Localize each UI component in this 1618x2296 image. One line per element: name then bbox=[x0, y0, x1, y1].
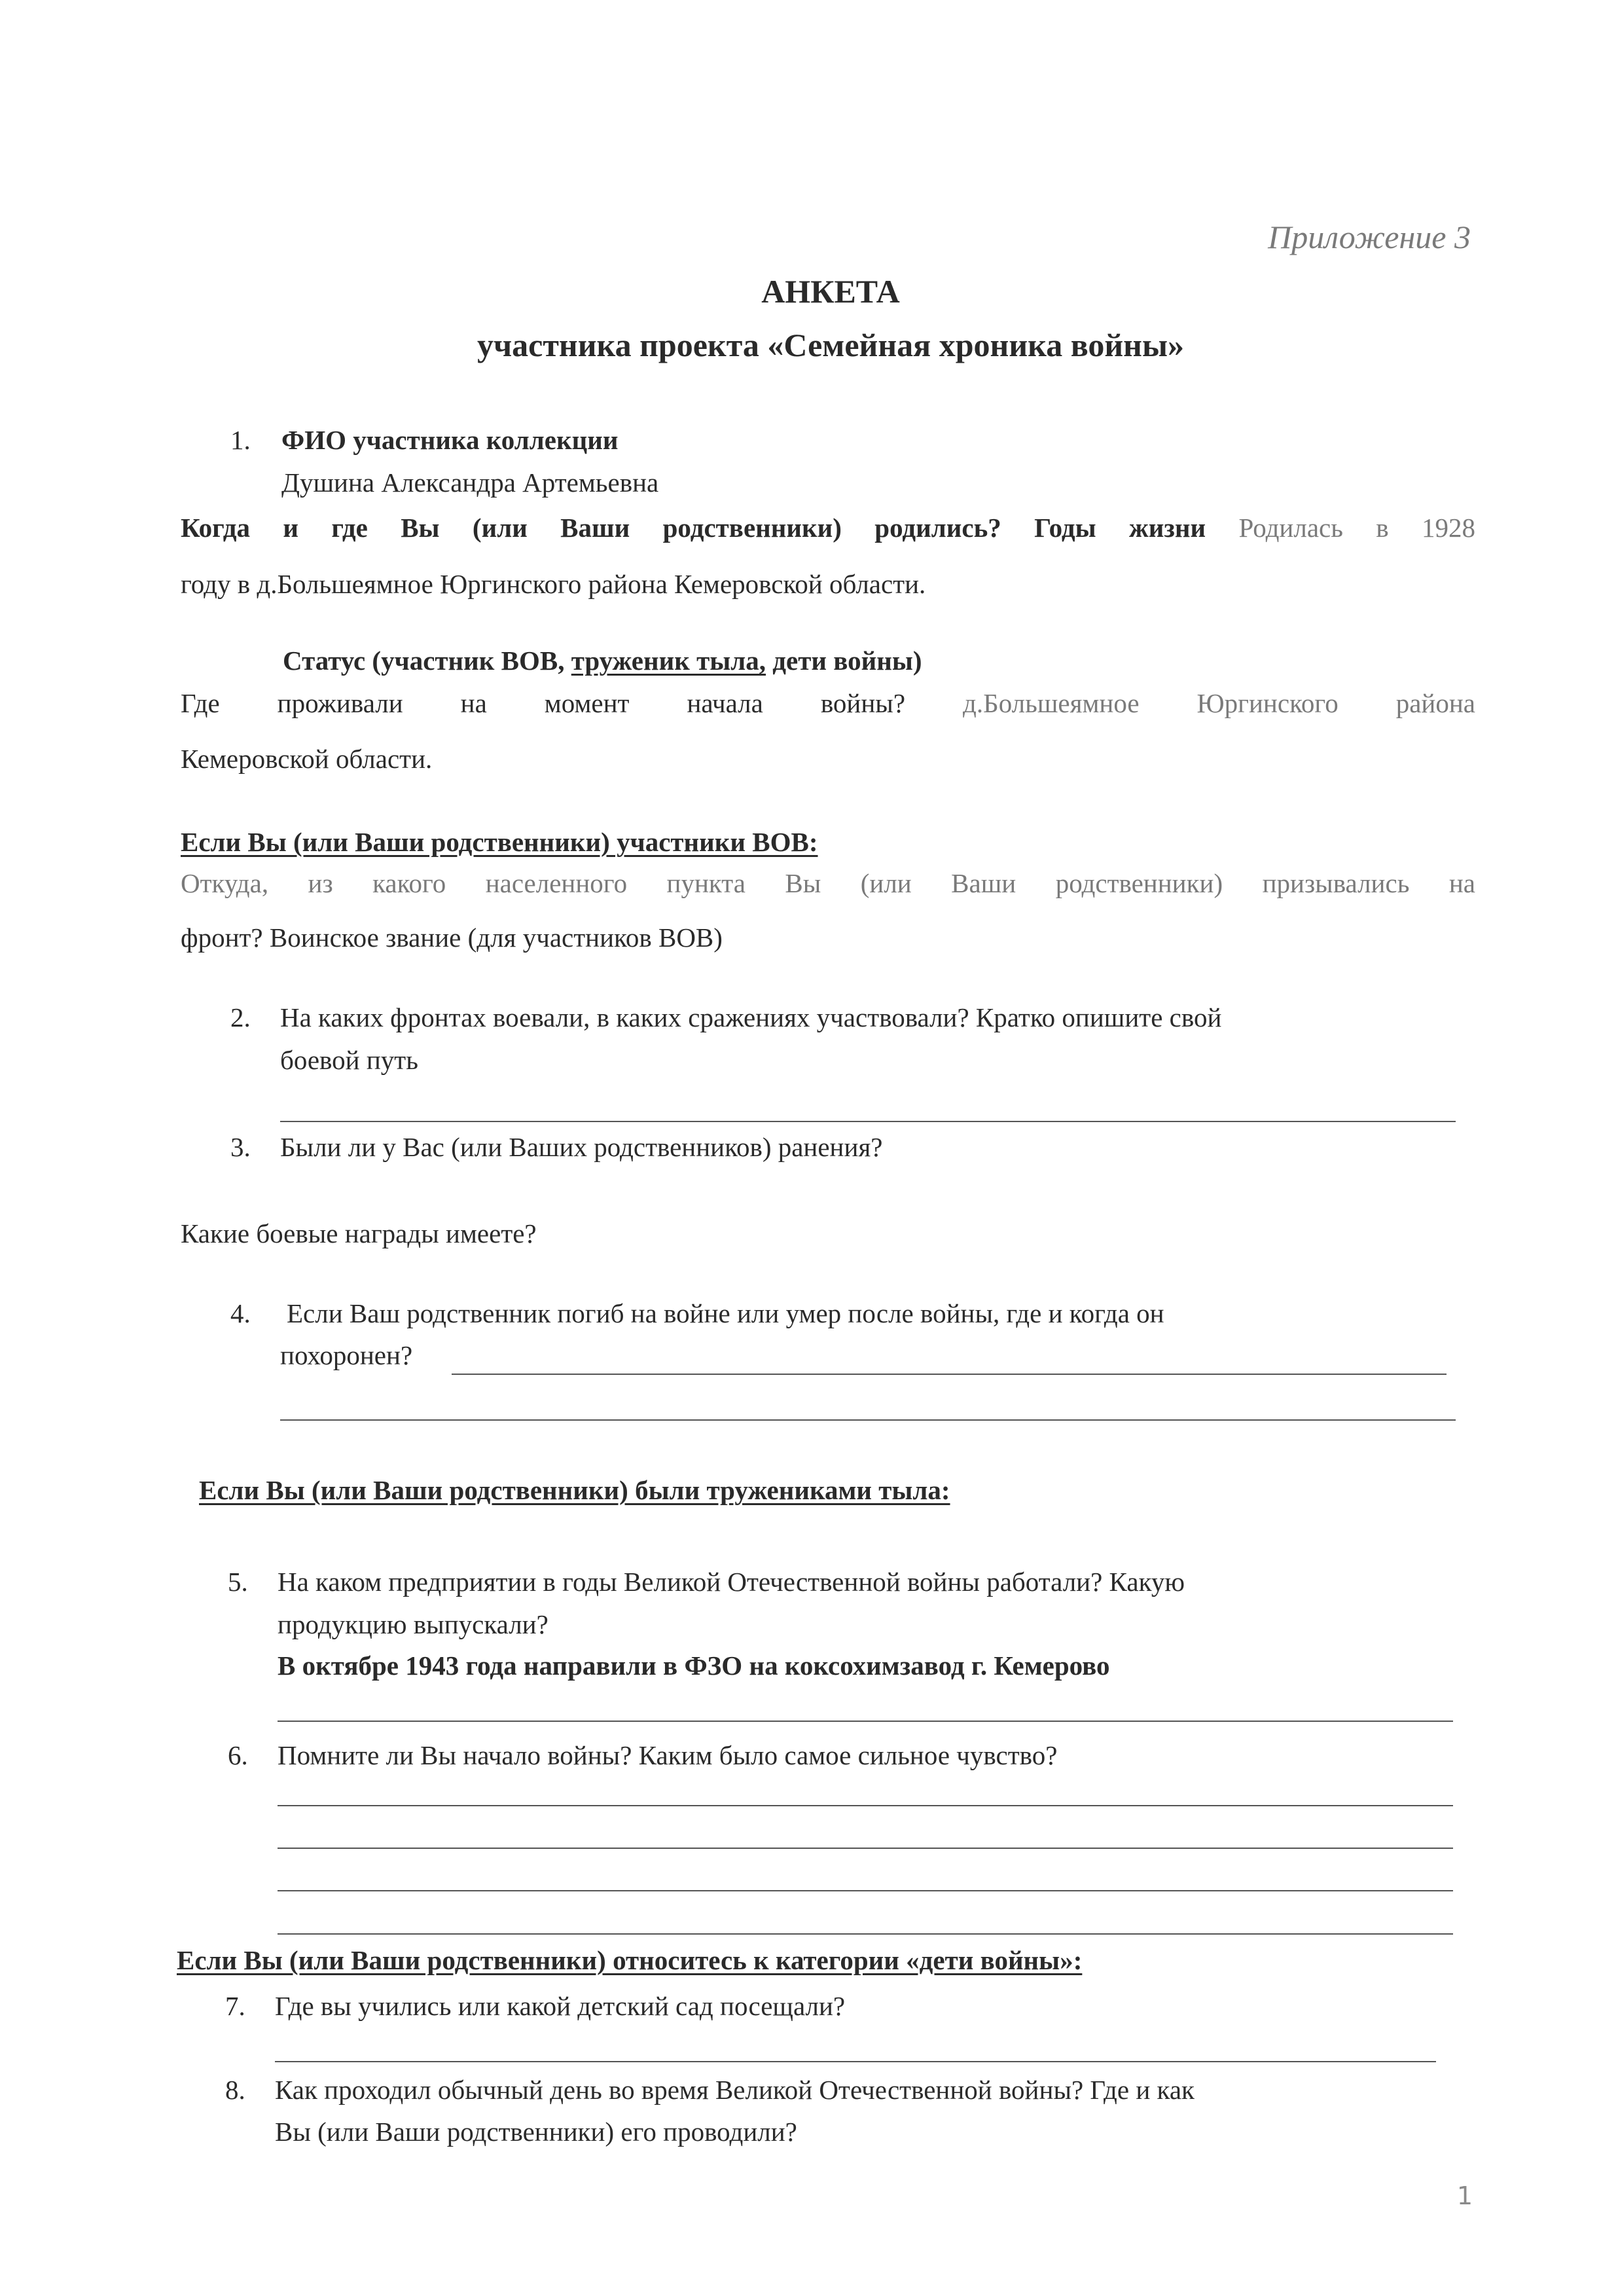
q3-text: Были ли у Вас (или Ваших родственников) ранения? bbox=[280, 1132, 883, 1162]
status-label-open: Статус (участник ВОВ, bbox=[283, 646, 571, 676]
birth-answer-start: Родилась в 1928 bbox=[1238, 513, 1475, 543]
q7-number: 7. bbox=[225, 1991, 245, 2021]
birth-answer: году в д.Большеямное Юргинского района Кемеровской области. bbox=[181, 569, 926, 599]
q6-answer-line4[interactable] bbox=[278, 1933, 1453, 1935]
document-subtitle: участника проекта «Семейная хроника войны» bbox=[476, 327, 1185, 363]
birth-question: Когда и где Вы (или Ваши родственники) родились? bbox=[181, 513, 1001, 543]
q4-answer-line1[interactable] bbox=[452, 1374, 1447, 1375]
residence-line bbox=[181, 687, 1475, 720]
awards-question: Какие боевые награды имеете? bbox=[181, 1218, 537, 1248]
section-wwii-text-line2: фронт? Воинское звание (для участников ВОВ) bbox=[181, 922, 723, 953]
q5-line1: На каком предприятии в годы Великой Отечественной войны работали? Какую bbox=[278, 1567, 1185, 1597]
q6-answer-line1[interactable] bbox=[278, 1805, 1453, 1806]
q5-answer-line[interactable] bbox=[278, 1721, 1453, 1722]
q6-text: Помните ли Вы начало войны? Каким было самое сильное чувство? bbox=[278, 1740, 1058, 1770]
q8-line2: Вы (или Ваши родственники) его проводили? bbox=[275, 2117, 797, 2147]
status-label-close: дети войны) bbox=[766, 646, 922, 676]
q8-line1: Как проходил обычный день во время Великой Отечественной войны? Где и как bbox=[275, 2075, 1195, 2105]
life-years-question: Годы жизни bbox=[1034, 513, 1206, 543]
page-number: 1 bbox=[1456, 2181, 1473, 2210]
status-label bbox=[283, 645, 922, 677]
q3-number: 3. bbox=[230, 1132, 251, 1162]
q2-line2: боевой путь bbox=[280, 1045, 418, 1075]
section-home-front-heading: Если Вы (или Ваши родственники) были тружениками тыла: bbox=[199, 1475, 950, 1505]
q8-number: 8. bbox=[225, 2075, 245, 2105]
residence-answer-end: Кемеровской области. bbox=[181, 744, 433, 774]
residence-question: Где проживали на момент начала войны? bbox=[181, 688, 906, 718]
q6-answer-line3[interactable] bbox=[278, 1890, 1453, 1891]
q5-line2: продукцию выпускали? bbox=[278, 1609, 548, 1639]
q1-number: 1. bbox=[230, 425, 251, 455]
section-children-heading: Если Вы (или Ваши родственники) относитесь к категории «дети войны»: bbox=[177, 1945, 1083, 1975]
q6-answer-line2[interactable] bbox=[278, 1848, 1453, 1849]
q5-answer: В октябре 1943 года направили в ФЗО на коксохимзавод г. Кемерово bbox=[278, 1650, 1110, 1681]
appendix-label: Приложение 3 bbox=[1268, 219, 1471, 255]
q2-line1: На каких фронтах воевали, в каких сражениях участвовали? Кратко опишите свой bbox=[280, 1002, 1222, 1032]
section-wwii-text-line1: Откуда, из какого населенного пункта Вы (или Ваши родственники) призывались на bbox=[181, 868, 1475, 898]
q4-answer-line2[interactable] bbox=[280, 1419, 1456, 1421]
status-selected-option: труженик тыла, bbox=[571, 646, 766, 676]
q4-line2: похоронен? bbox=[280, 1340, 413, 1370]
section-wwii-heading: Если Вы (или Ваши родственники) участники ВОВ: bbox=[181, 827, 818, 857]
q2-answer-line[interactable] bbox=[280, 1121, 1456, 1122]
document-title: АНКЕТА bbox=[761, 273, 900, 310]
birth-question-line bbox=[181, 512, 1475, 544]
q2-number: 2. bbox=[230, 1002, 251, 1032]
q1-answer: Душина Александра Артемьевна bbox=[281, 467, 659, 498]
q7-text: Где вы учились или какой детский сад посещали? bbox=[275, 1991, 846, 2021]
residence-answer-start: д.Большеямное Юргинского района bbox=[963, 688, 1475, 718]
q7-answer-line[interactable] bbox=[275, 2061, 1436, 2062]
q4-number: 4. bbox=[230, 1298, 251, 1328]
q1-label: ФИО участника коллекции bbox=[281, 425, 619, 455]
q4-line1: Если Ваш родственник погиб на войне или умер после войны, где и когда он bbox=[287, 1298, 1164, 1328]
q6-number: 6. bbox=[228, 1740, 248, 1770]
q5-number: 5. bbox=[228, 1567, 248, 1597]
